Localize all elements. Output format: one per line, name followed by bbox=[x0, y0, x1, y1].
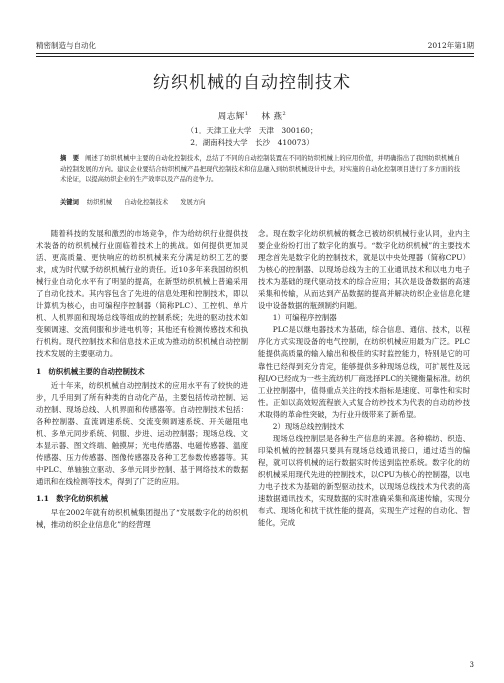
author-1: 周志辉 bbox=[217, 112, 245, 122]
body-column-left bbox=[36, 228, 248, 531]
fieldbus-paragraph: 现场总线控制层是各种生产信息的来源。各种棉纺、织造、印染机械的控制器只要具有现场总线通讯接口，通过适当的编程，就可以将机械的运行数据实时传送到监控系统。数字化的纺织机械采用现代先进的控制技术，以CPU为核心的控制器，以电力电子技术为基础的新型驱动技术，以现场总线技术为代表的高速数据通讯技术，实现数据的实时准确采集和高速传输，实现分布式、现场化和扰干扰性能的提高，实现生产过程的自动化、智能化，完成 bbox=[258, 433, 470, 528]
abstract-label: 摘 要 bbox=[60, 155, 80, 162]
running-header bbox=[36, 40, 474, 52]
keywords bbox=[60, 198, 460, 208]
section-heading-1: 1 纺织机械主要的自动控制技术 bbox=[36, 366, 145, 376]
abstract bbox=[60, 154, 460, 186]
intro-paragraph: 随着科技的发展和激烈的市场竞争，作为给纺织行业提供技术装备的纺织机械行业面临着技术上的挑战。如何提供更加灵活、更高质量、更快响应的纺织机械来充分满足纺织工艺的要求，成为时代赋予纺织机械行业的责任。近10多年来我国纺织机械行业自动化水平有了明显的提高，在新型纺织机械上普遍采用了自动化技术。其内容包含了先进的信息处理和控制技术，即以计算机为核心，由可编程序控制器（简称PLC）、工控机、单片机、人机界面和现场总线等组成的控制系统；先进的驱动技术如变频调速、交流伺服和步进电机等；其他还有检测传感技术和执行机构。现代控制技术和信息技术正成为推动纺织机械自动控制技术发展的主要驱动力。 bbox=[36, 229, 248, 359]
subheading-fieldbus: 2）现场总线控制技术 bbox=[272, 421, 345, 431]
section-1-1-paragraph: 早在2002年就有纺织机械集团提出了“发展数字化的纺织机械，推动纺织企业信息化”的经营理 bbox=[36, 508, 248, 530]
header-rule-thin bbox=[36, 56, 474, 57]
author-1-sup: 1 bbox=[244, 111, 249, 118]
author-2: 林 燕 bbox=[261, 112, 283, 122]
keyword-item: 发展方向 bbox=[180, 199, 206, 206]
section-1-paragraph: 近十年来，纺织机械自动控制技术的应用水平有了较快的进步，几乎用到了所有种类的自动化产品，主要包括传动控制、运动控制、现场总线、人机界面和传感器等。自动控制技术包括：各种控制器、直流调速系统、交流变频调速系统、开关磁阻电机、多单元同步系统、伺服、步进、运动控制器；现场总线、文本显示器、图文终端、触摸屏；光电传感器、电磁传感器、温度传感器、压力传感器、图像传感器及各种工艺参数传感器等。其中PLC、单轴独立驱动、多单元同步控制、基于网络技术的数据通讯和在线检测等技术，得到了广泛的应用。 bbox=[36, 380, 248, 486]
paper-title: 纺织机械的自动控制技术 bbox=[153, 73, 351, 93]
body-column-right bbox=[258, 228, 470, 529]
continued-paragraph: 念。现在数字化纺织机械的概念已被纺织机械行业认同，业内主要企业纷纷打出了数字化的旗号。“数字化纺织机械”的主要技术理念首先是数字化的控制技术，就是以中央处理器（简称CPU）为核心的控制器、以现场总线为主的工业通讯技术和以电力电子技术为基础的现代驱动技术的综合应用；其次是设备数据的高速采集和传输，从而达到产品数据的提高并解决纺织企业信息化建设中设备数据的瓶颈制约问题。 bbox=[258, 229, 470, 311]
page-number: 3 bbox=[469, 661, 474, 669]
affiliation-2: 2．湖南科技大学 长沙 410073） bbox=[190, 138, 314, 147]
keyword-item: 自动化控制技术 bbox=[124, 199, 169, 206]
section-heading-1-1: 1.1 数字化纺织机械 bbox=[36, 493, 108, 503]
keyword-item: 纺织机械 bbox=[86, 199, 113, 206]
author-2-sup: 2 bbox=[282, 111, 287, 118]
subheading-plc: 1）可编程序控制器 bbox=[272, 313, 337, 323]
author-line bbox=[0, 110, 504, 122]
plc-paragraph: PLC是以继电器技术为基础，综合信息、通信、技术，以程序化方式实现设备的电气控制，在纺织机械应用最为广泛。PLC能提供高质量的输入输出和极佳的实时监控能力，特别是它的可靠性已经得到充分肯定，能够提供多种现场总线，可扩展性及远程I/O已经成为一些主流纺机厂商选择PLC的关键衡量标准。纺织工业控制器中，值得重点关注的技术指标是速度、可靠性和实时性。正如以高效短流程嵌入式复合纺纱技术为代表的自动纺纱技术取得的革命性突破，为行业升级带来了新希望。 bbox=[258, 325, 470, 419]
journal-name: 精密制造与自动化 bbox=[36, 41, 96, 50]
affiliation-1: （1．天津工业大学 天津 300160； bbox=[186, 126, 318, 135]
abstract-text: 阐述了纺织机械中主要的自动化控制技术，总结了不同的自动控制装置在不同的纺织机械上的应用价值，并明确指出了我国纺织机械自动控制发展的方向。建议企业要结合纺织机械产品把现代控制技术和信息融入到纺织机械设计中去，对实施的自动化控制项目进行了多方面的技术论证，以提高纺织企业的生产效率以及产品的竞争力。 bbox=[60, 155, 461, 184]
header-rule-thick bbox=[36, 53, 474, 54]
keywords-label: 关键词 bbox=[60, 199, 79, 206]
issue-label: 2012年第1期 bbox=[427, 41, 474, 50]
